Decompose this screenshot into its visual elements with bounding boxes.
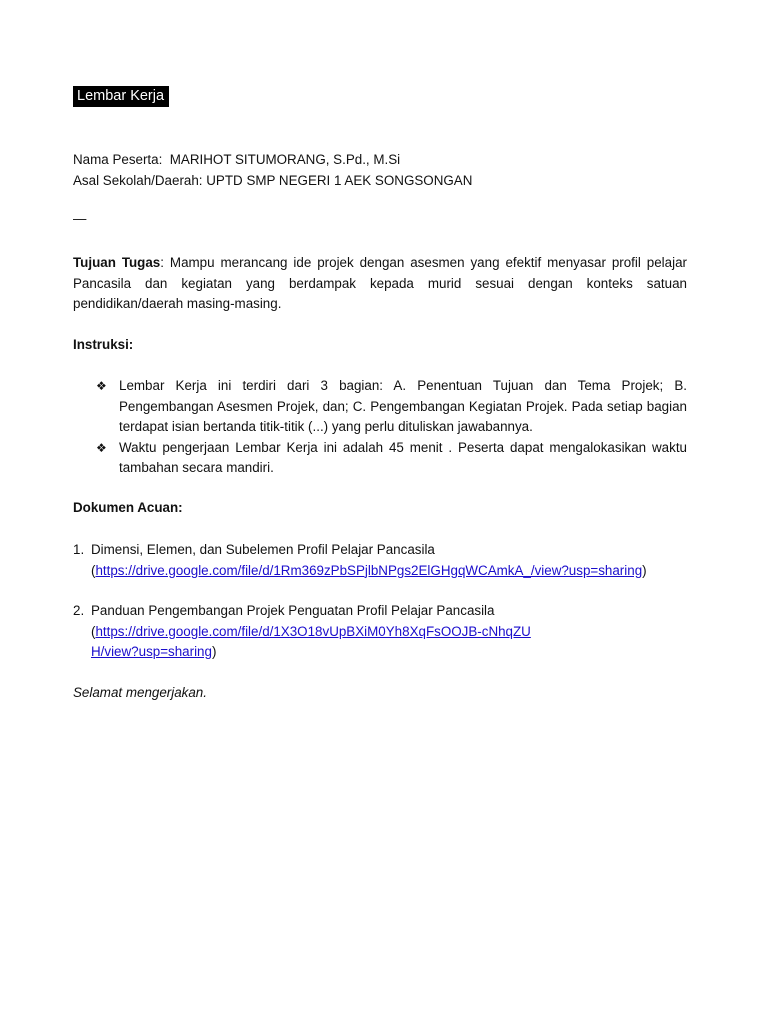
reference-link[interactable]: https://drive.google.com/file/d/1Rm369zPbSPjlbNPgs2ElGHgqWCAmkA_/view?usp=sharing <box>95 562 643 578</box>
participant-name-label: Nama Peserta: <box>73 152 163 167</box>
instruction-item-text: Lembar Kerja ini terdiri dari 3 bagian: A. Penentuan Tujuan dan Tema Projek; B. Pengembangan Asesmen Projek, dan; C. Pengembangan Kegiatan Projek. Pada setiap bagian terdapat isian bertanda titik-titik (...) yang perlu dituliskan jawabannya. <box>119 378 687 434</box>
task-paragraph <box>73 253 687 315</box>
instructions-list <box>73 376 687 479</box>
reference-title: Dimensi, Elemen, dan Subelemen Profil Pelajar Pancasila <box>91 542 435 557</box>
instructions-heading <box>73 335 687 356</box>
participant-school-line <box>73 171 687 192</box>
instruction-item <box>73 376 687 438</box>
reference-item <box>73 540 687 581</box>
references-heading <box>73 498 687 519</box>
task-section <box>73 253 687 315</box>
reference-item <box>73 601 687 663</box>
closing-text: Selamat mengerjakan. <box>73 685 207 700</box>
instructions-heading-text: Instruksi: <box>73 337 134 352</box>
reference-open-paren: ( <box>91 562 96 578</box>
reference-close-paren: ) <box>211 644 217 659</box>
closing-section <box>73 683 687 704</box>
task-text: : Mampu merancang ide projek dengan asesmen yang efektif menyasar profil pelajar Pancasila dan kegiatan yang berdampak kepada murid sesuai dengan konteks satuan pendidikan/daerah masing-masing. <box>73 255 687 311</box>
instruction-item-text: Waktu pengerjaan Lembar Kerja ini adalah 45 menit . Peserta dapat mengalokasikan waktu tambahan secara mandiri. <box>119 439 687 475</box>
diamond-bullet-icon: ❖ <box>96 440 107 455</box>
reference-link[interactable]: https://drive.google.com/file/d/1X3O18vUpBXiM0Yh8XqFsOOJB-cNhqZUH/view?usp=sharing <box>91 623 531 659</box>
document-title: Lembar Kerja <box>73 86 169 107</box>
reference-number: 2. <box>73 603 85 618</box>
participant-name-value: MARIHOT SITUMORANG, S.Pd., M.Si <box>169 152 401 167</box>
reference-entry <box>73 540 687 581</box>
instruction-item <box>73 438 687 479</box>
reference-open-paren: ( <box>91 623 96 639</box>
reference-title: Panduan Pengembangan Projek Penguatan Profil Pelajar Pancasila <box>91 603 495 618</box>
participant-info <box>73 150 687 191</box>
participant-school-value: UPTD SMP NEGERI 1 AEK SONGSONGAN <box>206 172 473 188</box>
participant-name-line <box>73 150 687 171</box>
reference-number: 1. <box>73 542 85 557</box>
task-label: Tujuan Tugas <box>73 255 161 270</box>
reference-close-paren: ) <box>642 562 647 578</box>
references-heading-text: Dokumen Acuan: <box>73 500 183 515</box>
participant-school-label: Asal Sekolah/Daerah: <box>73 172 203 188</box>
diamond-bullet-icon: ❖ <box>96 379 107 393</box>
reference-entry <box>73 601 531 663</box>
separator-dash: — <box>73 211 87 226</box>
